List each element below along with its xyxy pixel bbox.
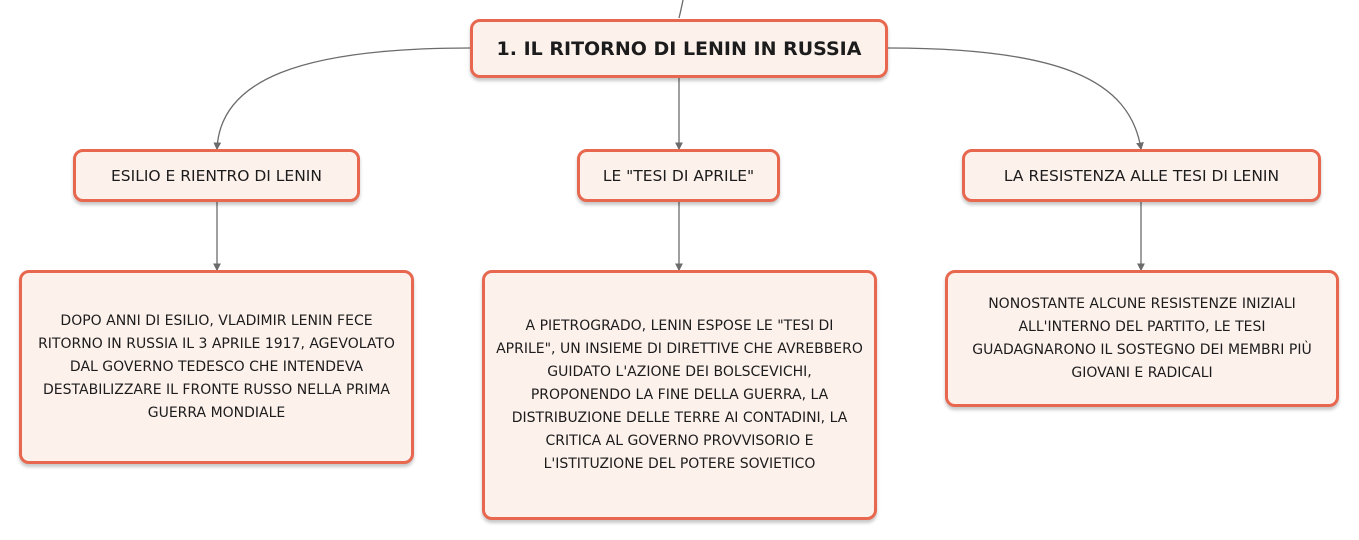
leaf-topic-text: A PIETROGRADO, LENIN ESPOSE LE "TESI DI APRILE", UN INSIEME DI DIRETTIVE CHE AVREBBERO GUIDATO L'AZIONE DEI BOLSCEVICHI, PROPONENDO LA FINE DELLA GUERRA, LA DISTRIBUZIONE DELLE TERRE AI CONTADINI, LA CRITICA AL GOVERNO PROVVISORIO E L'ISTITUZIONE DEL POTERE SOVIETICO	[496, 317, 863, 472]
branch-topic-label: LE "TESI DI APRILE"	[602, 166, 755, 185]
branch-topic-tesi[interactable]	[577, 149, 780, 202]
connector-root-to-branch-1	[217, 48, 470, 149]
leaf-topic-tesi-description[interactable]	[482, 270, 877, 520]
leaf-topic-esilio-description[interactable]	[19, 270, 414, 464]
leaf-topic-text: NONOSTANTE ALCUNE RESISTENZE INIZIALI ALL'INTERNO DEL PARTITO, LE TESI GUADAGNARONO IL SOSTEGNO DEI MEMBRI PIÙ GIOVANI E RADICALI	[972, 295, 1312, 381]
connector-root-to-branch-3	[888, 48, 1141, 149]
branch-topic-esilio[interactable]	[73, 149, 360, 202]
leaf-topic-text: DOPO ANNI DI ESILIO, VLADIMIR LENIN FECE RITORNO IN RUSSIA IL 3 APRILE 1917, AGEVOLATO DAL GOVERNO TEDESCO CHE INTENDEVA DESTABILIZZARE IL FRONTE RUSSO NELLA PRIMA GUERRA MONDIALE	[38, 312, 395, 421]
branch-topic-label: ESILIO E RIENTRO DI LENIN	[111, 166, 322, 185]
branch-topic-label: LA RESISTENZA ALLE TESI DI LENIN	[1003, 166, 1280, 185]
connector-from-parent	[679, 0, 683, 18]
branch-topic-resistenza[interactable]	[962, 149, 1321, 202]
root-topic-label: 1. IL RITORNO DI LENIN IN RUSSIA	[496, 37, 862, 60]
leaf-topic-resistenza-description[interactable]	[945, 270, 1339, 407]
root-topic[interactable]	[470, 19, 888, 78]
